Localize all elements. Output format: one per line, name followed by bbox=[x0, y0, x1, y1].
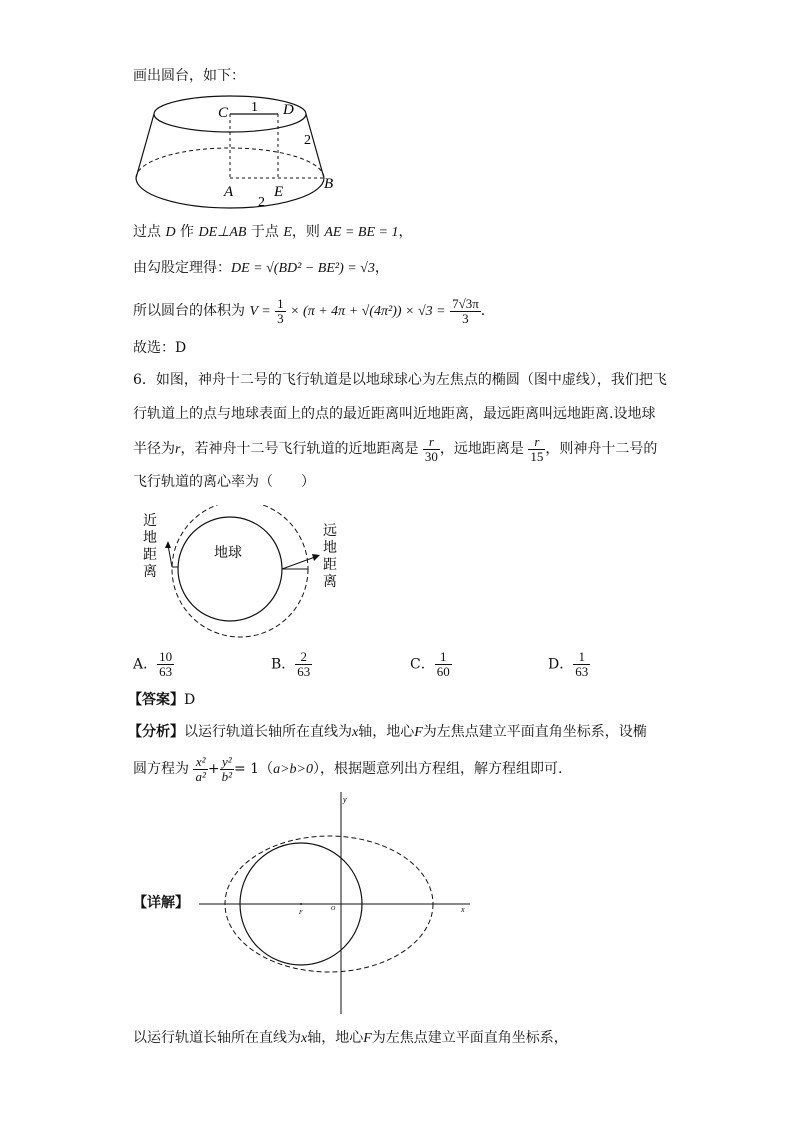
solution-line-1: 过点 D 作 DE⊥AB 于点 E，则 AE = BE = 1， bbox=[133, 224, 413, 240]
option-b[interactable]: B． $\frac{2}{63}$ bbox=[271, 649, 311, 679]
coordinate-diagram bbox=[195, 788, 485, 1016]
label-A: A bbox=[224, 184, 234, 200]
option-d[interactable]: D． $\frac{1}{63}$ bbox=[548, 649, 589, 679]
detail-tag: 【详解】 bbox=[133, 895, 189, 911]
q6-line-2: 行轨道上的点与地球表面上的点的最近距离叫近地距离，最远距离叫远地距离.设地球 bbox=[133, 406, 656, 422]
label-E: E bbox=[274, 184, 284, 200]
origin-label: O bbox=[331, 906, 336, 912]
far-char-2: 距 bbox=[323, 558, 337, 573]
near-char-0: 近 bbox=[143, 514, 157, 529]
final-line: 以运行轨道长轴所在直线为x轴，地心F为左焦点建立平面直角坐标系， bbox=[133, 1030, 568, 1046]
far-char-0: 远 bbox=[323, 524, 337, 539]
near-char-2: 距 bbox=[143, 548, 157, 563]
q6-line-1: 6．如图，神舟十二号的飞行轨道是以地球球心为左焦点的椭圆（图中虚线），我们把飞 bbox=[133, 372, 667, 388]
label-B: B bbox=[324, 176, 334, 192]
analysis-line-2: 圆方程为 $\frac{\text{x²}}{\text{a²}}$ + $\frac{\text{y²}}{\text{b²}}$ = 1（a>b>0），根据题意列出方程组，解方程组即可. bbox=[133, 753, 563, 784]
answer-line: 【答案】D bbox=[128, 692, 196, 708]
axis-x-label: x bbox=[461, 905, 465, 914]
label-top-length: 1 bbox=[251, 100, 258, 115]
q6-line-4: 飞行轨道的离心率为（ ） bbox=[133, 474, 315, 490]
near-char-3: 离 bbox=[143, 565, 157, 580]
far-char-1: 地 bbox=[323, 541, 337, 556]
q6-line-3: 半径为r，若神舟十二号飞行轨道的近地距离是 $\frac{r}{30}$ ，远地距离是 $\frac{r}{15}$ ，则神舟十二号的 bbox=[133, 433, 658, 464]
earth-orbit-diagram bbox=[130, 505, 360, 645]
option-c[interactable]: C． $\frac{1}{60}$ bbox=[410, 649, 450, 679]
near-char-1: 地 bbox=[143, 531, 157, 546]
analysis-line-1: 【分析】以运行轨道长轴所在直线为x轴，地心F为左焦点建立平面直角坐标系，设椭 bbox=[128, 724, 647, 740]
label-bottom-length: 2 bbox=[258, 195, 265, 210]
choice-line: 故选：D bbox=[133, 340, 187, 356]
axis-y-label: y bbox=[343, 795, 347, 804]
option-a[interactable]: A． $\frac{10}{63}$ bbox=[133, 649, 173, 679]
solution-line-3: 所以圆台的体积为 V = $\frac{1}{3}$ × (π + 4π + √(4π²)) × √3 = $\frac{7√3\pi}{3}$ . bbox=[133, 295, 486, 326]
solution-line-2: 由勾股定理得：DE = √(BD² − BE²) = √3， bbox=[133, 260, 389, 276]
label-D: D bbox=[283, 102, 294, 118]
far-char-3: 离 bbox=[323, 575, 337, 590]
label-slant-length: 2 bbox=[304, 133, 311, 148]
earth-label: 地球 bbox=[214, 546, 242, 561]
focus-label: F bbox=[299, 910, 303, 916]
label-C: C bbox=[218, 105, 229, 121]
frustum-diagram bbox=[128, 92, 348, 217]
intro-line: 画出圆台，如下： bbox=[133, 68, 245, 84]
